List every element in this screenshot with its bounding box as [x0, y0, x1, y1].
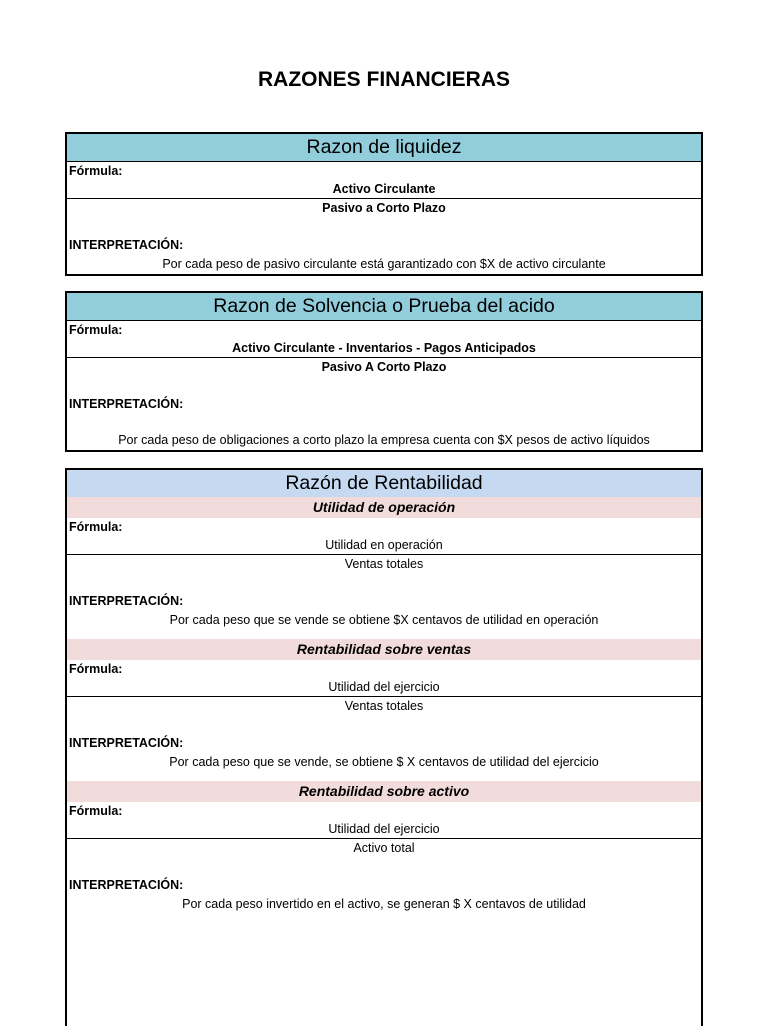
interpretation-label: INTERPRETACIÓN:: [69, 397, 184, 411]
formula-label: Fórmula:: [69, 323, 123, 337]
formula-denominator: Pasivo a Corto Plazo: [322, 201, 446, 215]
spacer: [67, 377, 701, 395]
section-operating-profit: [67, 497, 701, 639]
profitability-ratio-box: [65, 468, 703, 1026]
interpretation-text: Por cada peso que se vende, se obtiene $ X centavos de utilidad del ejercicio: [169, 755, 599, 769]
formula-numerator: Utilidad del ejercicio: [67, 679, 701, 697]
formula-numerator: Activo Circulante: [67, 181, 701, 199]
interpretation-label: INTERPRETACIÓN:: [69, 594, 184, 608]
section-subheader: Utilidad de operación: [67, 497, 701, 518]
formula-label: Fórmula:: [69, 804, 123, 818]
interpretation-text: Por cada peso de pasivo circulante está garantizado con $X de activo circulante: [162, 257, 606, 271]
section-subheader: Rentabilidad sobre activo: [67, 781, 701, 802]
section-return-on-sales: [67, 639, 701, 781]
spacer: [67, 414, 701, 431]
solvency-header: Razon de Solvencia o Prueba del acido: [67, 293, 701, 321]
interpretation-text: Por cada peso invertido en el activo, se generan $ X centavos de utilidad: [182, 897, 586, 911]
interpretation-label: INTERPRETACIÓN:: [69, 736, 184, 750]
profitability-header: Razón de Rentabilidad: [67, 470, 701, 497]
formula-denominator: Pasivo A Corto Plazo: [321, 360, 447, 374]
spacer: [67, 574, 701, 592]
interpretation-label: INTERPRETACIÓN:: [69, 238, 184, 252]
formula-numerator: Activo Circulante - Inventarios - Pagos Anticipados: [67, 340, 701, 358]
formula-numerator: Utilidad en operación: [67, 537, 701, 555]
formula-numerator: Utilidad del ejercicio: [67, 821, 701, 839]
section-return-on-assets: [67, 781, 701, 914]
spacer: [67, 630, 701, 639]
interpretation-text: Por cada peso que se vende se obtiene $X centavos de utilidad en operación: [169, 613, 599, 627]
formula-label: Fórmula:: [69, 164, 123, 178]
solvency-ratio-box: [65, 291, 703, 452]
interpretation-label: INTERPRETACIÓN:: [69, 878, 184, 892]
liquidity-header: Razon de liquidez: [67, 134, 701, 162]
spacer: [67, 716, 701, 734]
formula-denominator: Activo total: [353, 841, 415, 855]
formula-denominator: Ventas totales: [344, 557, 424, 571]
formula-label: Fórmula:: [69, 520, 123, 534]
spacer: [67, 772, 701, 781]
section-subheader: Rentabilidad sobre ventas: [67, 639, 701, 660]
interpretation-text: Por cada peso de obligaciones a corto plazo la empresa cuenta con $X pesos de activo líquidos: [118, 433, 650, 447]
formula-label: Fórmula:: [69, 662, 123, 676]
page-title: RAZONES FINANCIERAS: [257, 68, 510, 91]
formula-denominator: Ventas totales: [344, 699, 424, 713]
spacer: [67, 858, 701, 876]
liquidity-ratio-box: [65, 132, 703, 276]
spacer: [67, 218, 701, 236]
